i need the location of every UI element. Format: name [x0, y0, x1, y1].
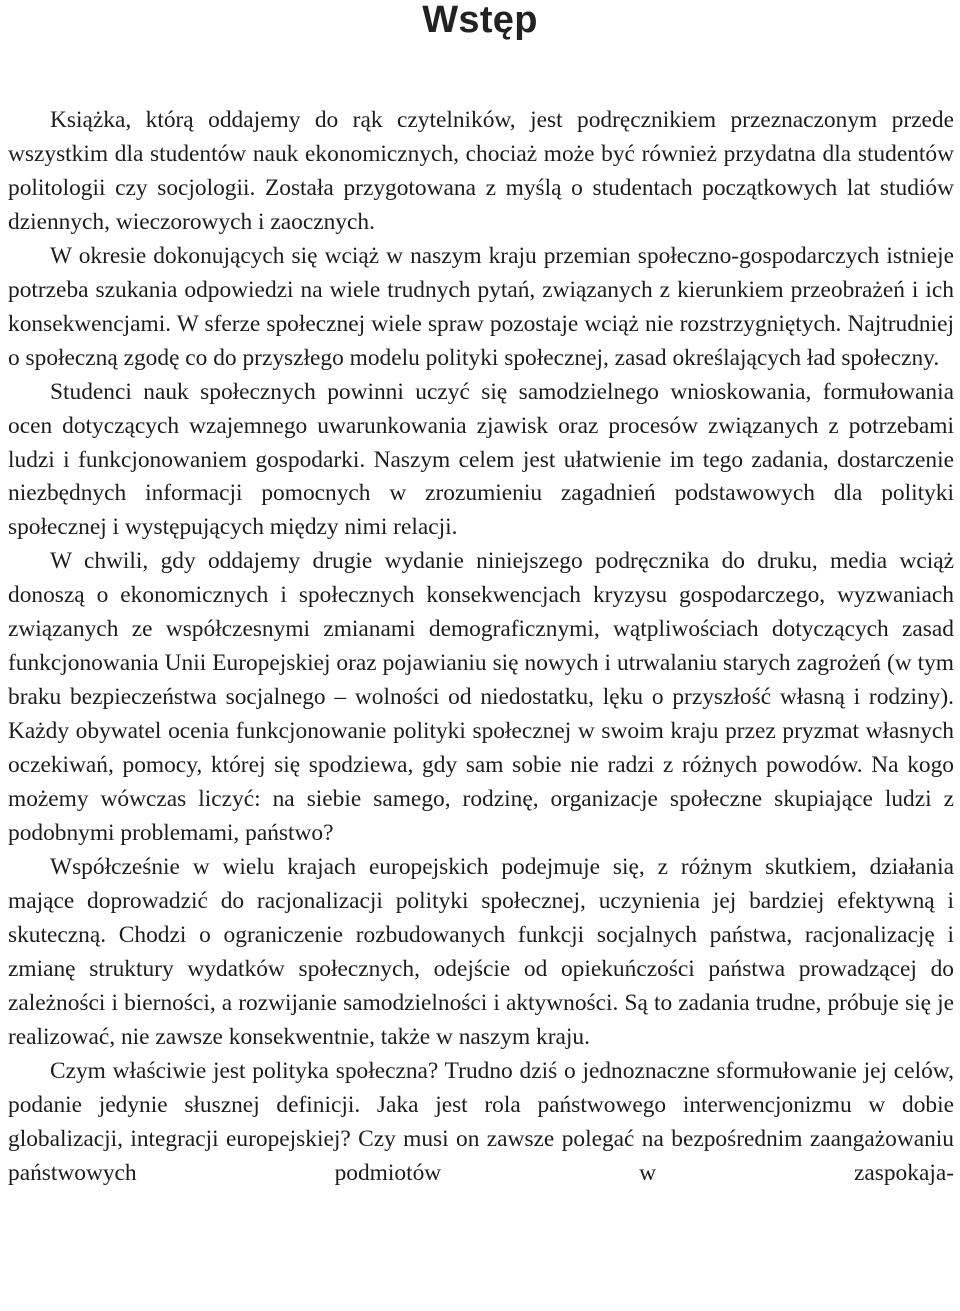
body-text — [8, 104, 954, 1191]
paragraph-transformations: W okresie dokonujących się wciąż w naszym kraju przemian społeczno-gospodarczych istnieje potrzeba szukania odpowiedzi na wiele trudnych pytań, związanych z kierunkiem przeobrażeń i ich konsekwencjami. W sferze społecznej wiele spraw pozostaje wciąż nie rozstrzygniętych. Najtrudniej o społeczną zgodę co do przyszłego modelu polityki społecznej, zasad określających ład społeczny. — [8, 242, 954, 371]
paragraph-students: Studenci nauk społecznych powinni uczyć się samodzielnego wnioskowania, formułowania ocen dotyczących wzajemnego uwarunkowania zjawisk oraz procesów związanych z potrzebami ludzi i funkcjonowaniem gospodarki. Naszym celem jest ułatwienie im tego zadania, dostarczenie niezbędnych informacji pomocnych w zrozumieniu zagadnień podstawowych dla polityki społecznej i występujących między nimi relacji. — [8, 378, 954, 541]
paragraph-definition: Czym właściwie jest polityka społeczna? Trudno dziś o jednoznaczne sformułowanie jej celów, podanie jedynie słusznej definicji. Jaka jest rola państwowego interwencjonizmu w dobie globalizacji, integracji europejskiej? Czy musi on zawsze polegać na bezpośrednim zaangażowaniu państwowych podmiotów w zaspokaja- — [8, 1057, 954, 1186]
paragraph-rationalization: Współcześnie w wielu krajach europejskich podejmuje się, z różnym skutkiem, działania mające doprowadzić do racjonalizacji polityki społecznej, uczynienia jej bardziej efektywną i skuteczną. Chodzi o ograniczenie rozbudowanych funkcji socjalnych państwa, racjonalizację i zmianę struktury wydatków społecznych, odejście od opiekuńczości państwa prowadzącej do zależności i bierności, a rozwijanie samodzielności i aktywności. Są to zadania trudne, próbuje się je realizować, nie zawsze konsekwentnie, także w naszym kraju. — [8, 853, 954, 1050]
page-title: Wstęp — [422, 0, 538, 41]
paragraph-second-edition: W chwili, gdy oddajemy drugie wydanie niniejszego podręcznika do druku, media wciąż donoszą o ekonomicznych i społecznych konsekwencjach kryzysu gospodarczego, wyzwaniach związanych ze współczesnymi zmianami demograficznymi, wątpliwościach dotyczących zasad funkcjonowania Unii Europejskiej oraz pojawianiu się nowych i utrwalaniu starych zagrożeń (w tym braku bezpieczeństwa socjalnego – wolności od niedostatku, lęku o przyszłość własną i rodziny). Każdy obywatel ocenia funkcjonowanie polityki społecznej w swoim kraju przez pryzmat własnych oczekiwań, pomocy, której się spodziewa, gdy sam sobie nie radzi z różnych powodów. Na kogo możemy wówczas liczyć: na siebie samego, rodzinę, organizacje społeczne skupiające ludzi z podobnymi problemami, państwo? — [8, 548, 954, 847]
paragraph-intro: Książka, którą oddajemy do rąk czytelników, jest podręcznikiem przeznaczonym przede wszystkim dla studentów nauk ekonomicznych, chociaż może być również przydatna dla studentów politologii czy socjologii. Została przygotowana z myślą o studentach początkowych lat studiów dziennych, wieczorowych i zaocznych. — [8, 107, 954, 235]
